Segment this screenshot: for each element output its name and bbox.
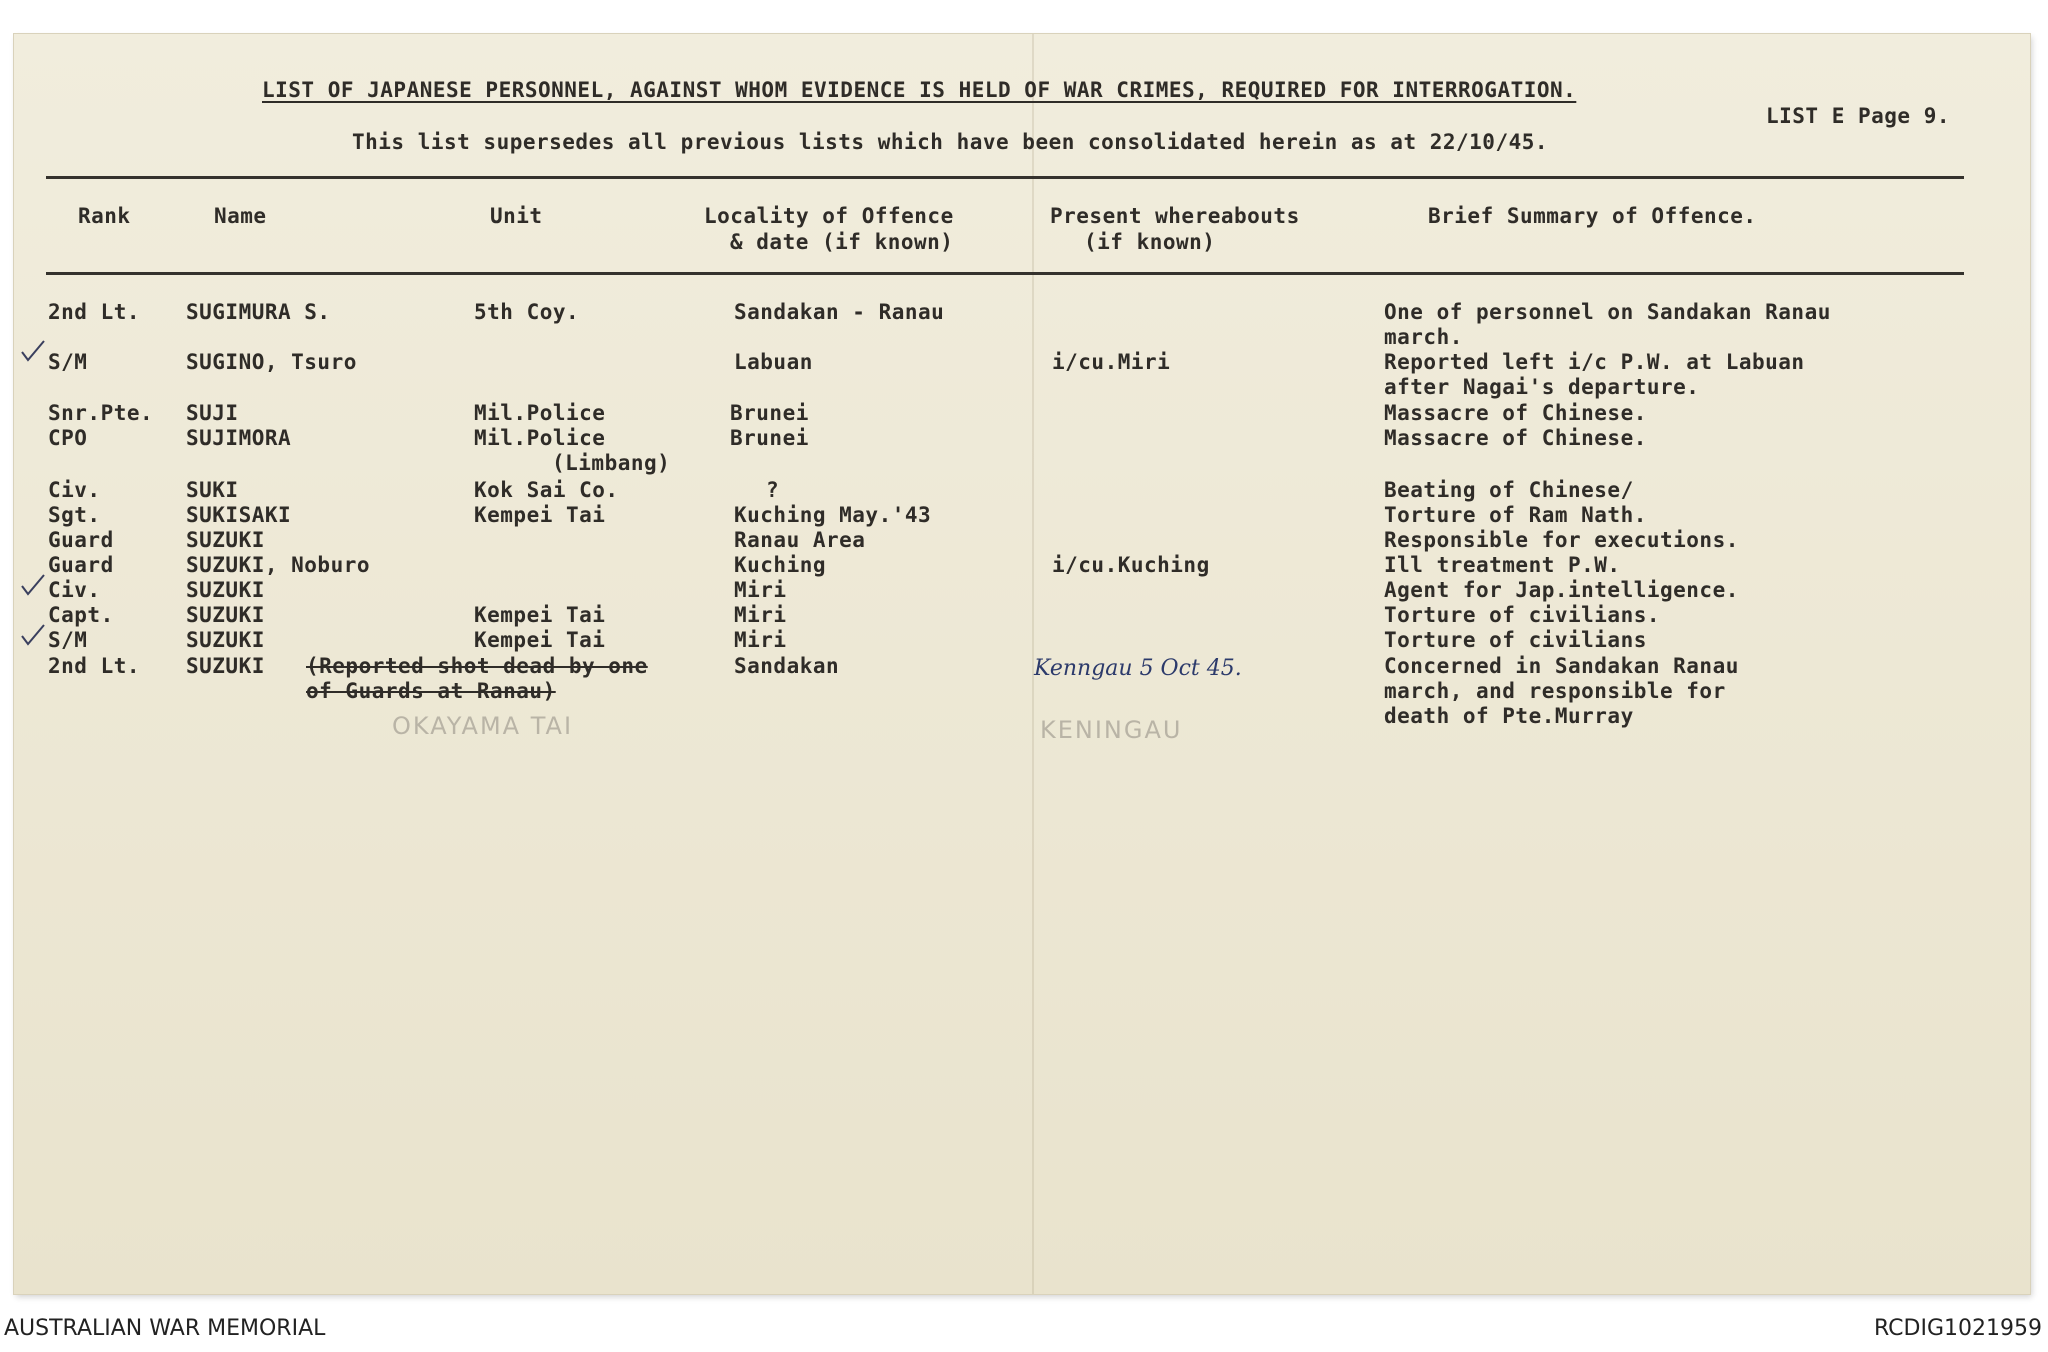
row-10-locality: Miri: [734, 603, 787, 627]
column-header-unit: Unit: [490, 204, 543, 228]
row-9-rank: Civ.: [48, 578, 101, 602]
row-1-summary: One of personnel on Sandakan Ranau: [1384, 300, 1831, 324]
check-mark-icon: [20, 624, 46, 646]
document-subtitle: This list supersedes all previous lists which have been consolidated herein as at 22/10/45.: [352, 130, 1549, 154]
check-mark-icon: [20, 574, 46, 596]
pencil-note-unit: OKAYAMA TAI: [392, 712, 574, 740]
row-4-locality: Brunei: [730, 426, 809, 450]
row-6-name: SUKISAKI: [186, 503, 292, 527]
footer-institution: AUSTRALIAN WAR MEMORIAL: [4, 1316, 326, 1341]
row-1-summary-cont: march.: [1384, 325, 1463, 349]
row-2-name: SUGINO, Tsuro: [186, 350, 357, 374]
pencil-note-whereabouts: KENINGAU: [1040, 716, 1183, 744]
row-2-rank: S/M: [48, 350, 88, 374]
row-3-summary: Massacre of Chinese.: [1384, 401, 1647, 425]
list-page-label: LIST E Page 9.: [1766, 104, 1951, 128]
footer-record-id: RCDIG1021959: [1873, 1316, 2042, 1341]
row-11-locality: Miri: [734, 628, 787, 652]
check-mark-icon: [20, 340, 46, 362]
row-6-rank: Sgt.: [48, 503, 101, 527]
row-12-name: SUZUKI: [186, 654, 265, 678]
row-1-rank: 2nd Lt.: [48, 300, 141, 324]
column-header-name: Name: [214, 204, 267, 228]
row-12-unit-struck-cont: of Guards at Ranau): [306, 679, 556, 703]
row-10-summary: Torture of civilians.: [1384, 603, 1661, 627]
row-3-name: SUJI: [186, 401, 239, 425]
row-12-handwritten-whereabouts: Kenngau 5 Oct 45.: [1034, 656, 1242, 681]
row-9-locality: Miri: [734, 578, 787, 602]
column-header-locality-date: & date (if known): [730, 230, 954, 254]
row-1-name: SUGIMURA S.: [186, 300, 331, 324]
row-7-rank: Guard: [48, 528, 114, 552]
row-8-summary: Ill treatment P.W.: [1384, 553, 1621, 577]
row-4-rank: CPO: [48, 426, 88, 450]
header-bottom-rule: [46, 272, 1964, 275]
row-5-summary: Beating of Chinese/: [1384, 478, 1634, 502]
row-2-locality: Labuan: [734, 350, 813, 374]
column-header-locality: Locality of Offence: [704, 204, 954, 228]
column-header-whereabouts: Present whereabouts: [1050, 204, 1300, 228]
column-header-summary: Brief Summary of Offence.: [1428, 204, 1757, 228]
row-12-summary-cont: march, and responsible for: [1384, 679, 1726, 703]
row-11-name: SUZUKI: [186, 628, 265, 652]
header-top-rule: [46, 176, 1964, 179]
column-header-rank: Rank: [78, 204, 131, 228]
row-3-unit: Mil.Police: [474, 401, 606, 425]
row-11-unit: Kempei Tai: [474, 628, 606, 652]
row-9-summary: Agent for Jap.intelligence.: [1384, 578, 1739, 602]
row-12-unit-struck: (Reported shot dead by one: [306, 654, 648, 678]
row-4-name: SUJIMORA: [186, 426, 292, 450]
row-2-summary-cont: after Nagai's departure.: [1384, 375, 1700, 399]
row-12-locality: Sandakan: [734, 654, 840, 678]
row-12-rank: 2nd Lt.: [48, 654, 141, 678]
row-7-locality: Ranau Area: [734, 528, 866, 552]
row-2-summary: Reported left i/c P.W. at Labuan: [1384, 350, 1805, 374]
row-7-summary: Responsible for executions.: [1384, 528, 1739, 552]
column-header-whereabouts-note: (if known): [1084, 230, 1216, 254]
row-5-locality: ?: [766, 478, 780, 502]
row-4-unit-note: (Limbang): [552, 451, 671, 475]
row-8-name: SUZUKI, Noburo: [186, 553, 371, 577]
row-4-unit: Mil.Police: [474, 426, 606, 450]
row-1-unit: 5th Coy.: [474, 300, 580, 324]
row-8-whereabouts: i/cu.Kuching: [1052, 553, 1210, 577]
row-3-rank: Snr.Pte.: [48, 401, 154, 425]
row-11-summary: Torture of civilians: [1384, 628, 1647, 652]
row-3-locality: Brunei: [730, 401, 809, 425]
row-10-rank: Capt.: [48, 603, 114, 627]
row-7-name: SUZUKI: [186, 528, 265, 552]
row-10-unit: Kempei Tai: [474, 603, 606, 627]
row-2-whereabouts: i/cu.Miri: [1052, 350, 1171, 374]
row-11-rank: S/M: [48, 628, 88, 652]
row-5-rank: Civ.: [48, 478, 101, 502]
document-title: LIST OF JAPANESE PERSONNEL, AGAINST WHOM EVIDENCE IS HELD OF WAR CRIMES, REQUIRED FOR INTERROGATION.: [262, 78, 1577, 102]
row-10-name: SUZUKI: [186, 603, 265, 627]
row-6-unit: Kempei Tai: [474, 503, 606, 527]
row-9-name: SUZUKI: [186, 578, 265, 602]
row-12-summary: Concerned in Sandakan Ranau: [1384, 654, 1739, 678]
row-5-unit: Kok Sai Co.: [474, 478, 619, 502]
row-6-locality: Kuching May.'43: [734, 503, 932, 527]
row-8-rank: Guard: [48, 553, 114, 577]
row-8-locality: Kuching: [734, 553, 827, 577]
row-6-summary: Torture of Ram Nath.: [1384, 503, 1647, 527]
row-1-locality: Sandakan - Ranau: [734, 300, 945, 324]
row-4-summary: Massacre of Chinese.: [1384, 426, 1647, 450]
row-5-name: SUKI: [186, 478, 239, 502]
row-12-summary-cont-2: death of Pte.Murray: [1384, 704, 1634, 728]
